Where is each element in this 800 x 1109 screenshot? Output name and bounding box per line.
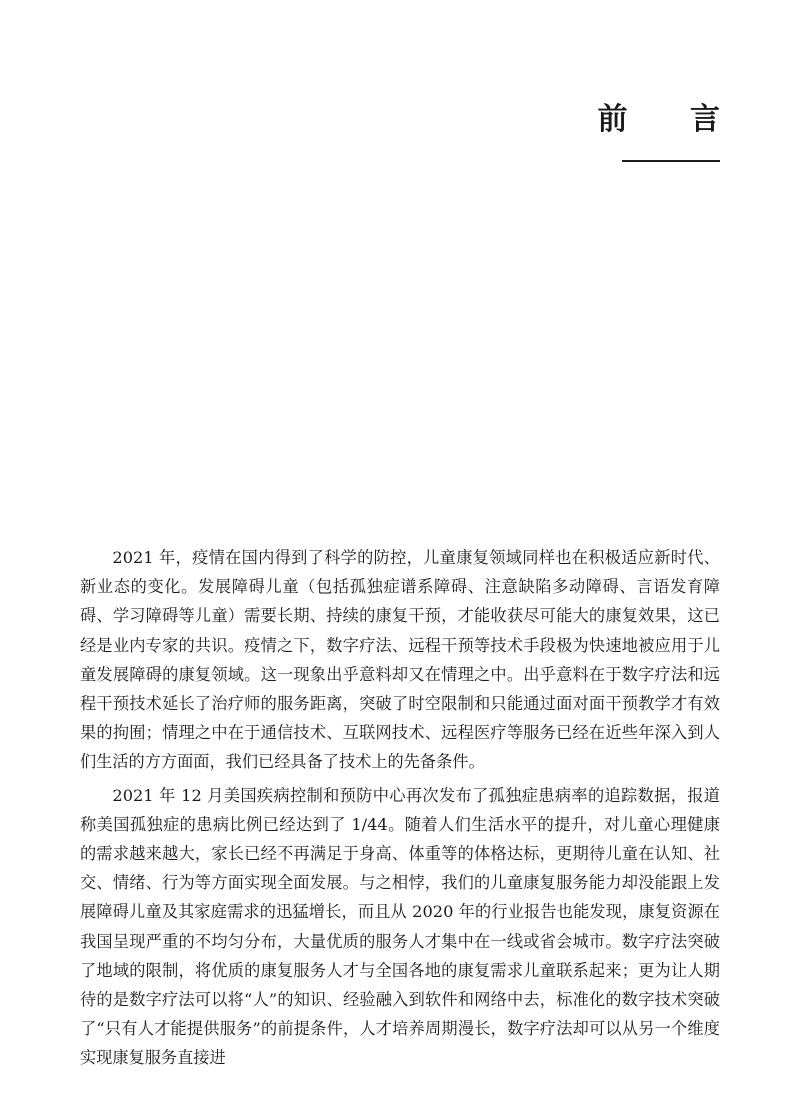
paragraph-2: 2021 年 12 月美国疾病控制和预防中心再次发布了孤独症患病率的追踪数据，报道称美国孤独症的患病比例已经达到了 1/44。随着人们生活水平的提升，对儿童心理健康的需求越来越大，家长已经不再满足于身高、体重等的体格达标，更期待儿童在认知、社交、情绪、行为等方面实现全面发展。与之相悖，我们的儿童康复服务能力却没能跟上发展障碍儿童及其家庭需求的迅猛增长，而且从 2020 年的行业报告也能发现，康复资源在我国呈现严重的不均匀分布，大量优质的服务人才集中在一线或省会城市。数字疗法突破了地域的限制，将优质的康复服务人才与全国各地的康复需求儿童联系起来；更为让人期待的是数字疗法可以将“人”的知识、经验融入到软件和网络中去，标准化的数字技术突破了“只有人才能提供服务”的前提条件，人才培养周期漫长，数字疗法却可以从另一个维度实现康复服务直接进	[80, 785, 720, 1068]
paragraph-1: 2021 年，疫情在国内得到了科学的防控，儿童康复领域同样也在积极适应新时代、新业态的变化。发展障碍儿童（包括孤独症谱系障碍、注意缺陷多动障碍、言语发育障碍、学习障碍等儿童）需要长期、持续的康复干预，才能收获尽可能大的康复效果，这已经是业内专家的共识。疫情之下，数字疗法、远程干预等技术手段极为快速地被应用于儿童发展障碍的康复领域。这一现象出乎意料却又在情理之中。出乎意料在于数字疗法和远程干预技术延长了治疗师的服务距离，突破了时空限制和只能通过面对面干预教学才有效果的拘囿；情理之中在于通信技术、互联网技术、远程医疗等服务已经在近些年深入到人们生活的方方面面，我们已经具备了技术上的先备条件。	[80, 548, 720, 772]
page-title: 前 言	[597, 102, 746, 137]
body-text	[80, 543, 720, 1077]
title-underline	[622, 160, 720, 162]
